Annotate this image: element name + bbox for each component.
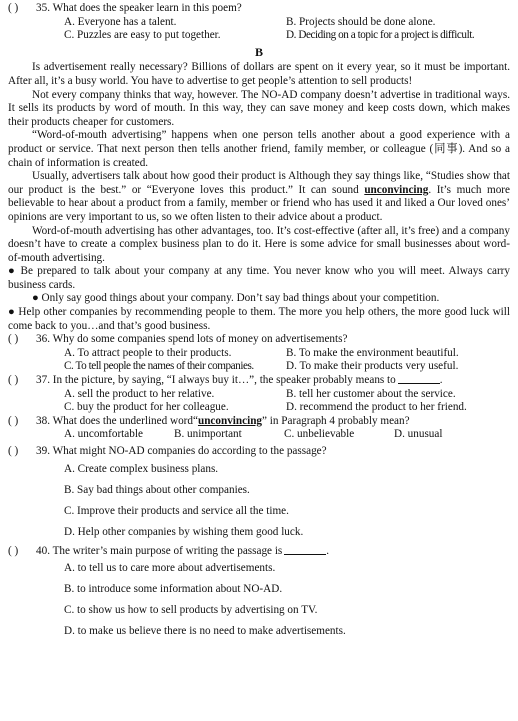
underlined-word: unconvincing	[364, 183, 429, 196]
question-35-options	[8, 16, 510, 43]
question-36-options	[8, 347, 510, 374]
option-c: C. To tell people the names of their companies.	[64, 360, 254, 373]
passage-paragraph-4	[8, 170, 510, 224]
option-d: D. recommend the product to her friend.	[286, 401, 467, 414]
option-b: B. to introduce some information about NO-AD.	[64, 583, 283, 596]
question-stem: 35. What does the speaker learn in this poem?	[36, 2, 242, 14]
answer-blank[interactable]	[398, 374, 440, 384]
answer-bracket[interactable]: ( )	[8, 374, 19, 387]
question-35	[8, 2, 510, 16]
option-c: C. Puzzles are easy to put together.	[64, 29, 221, 42]
question-38	[8, 415, 510, 429]
question-39	[8, 445, 510, 459]
question-36	[8, 333, 510, 347]
answer-bracket[interactable]: ( )	[8, 2, 19, 14]
question-stem: 37. In the picture, by saying, “I always buy it…”, the speaker probably means to	[36, 374, 396, 387]
passage-paragraph-1: Is advertisement really necessary? Billions of dollars are spent on it every year, so it must be important. After all, it’s a busy world. You have to advertise to get people’s attention to sell products!	[8, 61, 510, 87]
option-d: D. To make their products very useful.	[286, 360, 459, 373]
advice-bullet-2: ● Only say good things about your company. Don’t say bad things about your competition.	[32, 292, 440, 305]
answer-bracket[interactable]: ( )	[8, 414, 19, 427]
option-b: B. Say bad things about other companies.	[64, 483, 250, 496]
option-a: A. To attract people to their products.	[64, 346, 232, 359]
passage-paragraph-2: Not every company thinks that way, however. The NO-AD company doesn’t advertise in traditional ways. It sells its products by word of mouth. In this way, they can save money and keep costs down, which makes their products cheaper for customers.	[8, 88, 510, 128]
option-a: A. Everyone has a talent.	[64, 15, 177, 28]
option-a: A. sell the product to her relative.	[64, 387, 215, 400]
option-a: A. uncomfortable	[64, 428, 143, 441]
question-40-options	[8, 558, 510, 642]
option-c: C. to show us how to sell products by advertising on TV.	[64, 604, 318, 617]
question-40: ( ) 40. The writer’s main purpose of writing the passage is .	[8, 544, 330, 557]
option-c: C. buy the product for her colleague.	[64, 401, 229, 414]
stem-text-b: ” in Paragraph 4 probably mean?	[262, 414, 410, 427]
question-stem: 39. What might NO-AD companies do according to the passage?	[36, 445, 327, 457]
answer-bracket[interactable]: ( )	[8, 544, 19, 557]
option-b: B. To make the environment beautiful.	[286, 346, 459, 359]
question-stem	[36, 415, 410, 429]
option-a: A. to tell us to care more about advertisements.	[64, 562, 276, 575]
question-38-options	[8, 428, 510, 442]
stem-text-a: 38. What does the underlined word“	[36, 414, 198, 427]
option-d: D. to make us believe there is no need to make advertisements.	[64, 625, 346, 638]
passage-paragraph-5: Word-of-mouth advertising has other advantages, too. It’s cost-effective (after all, it’s free) and a company doesn’t have to create a complex business plan to do it. Here is some advice for small businesses about word-of-mouth advertising.	[8, 224, 510, 264]
section-label: B	[254, 44, 263, 59]
option-d: D. unusual	[394, 428, 443, 441]
passage-paragraph-3: “Word-of-mouth advertising” happens when one person tells another about a good experience with a product or service. That next person then tells another friend, family member, or colleague (同事). And so a chain of information is created.	[8, 129, 510, 169]
question-stem: 36. Why do some companies spend lots of money on advertisements?	[36, 333, 348, 346]
option-d: D. Deciding on a topic for a project is difficult.	[286, 29, 475, 42]
question-37: ( ) 37. In the picture, by saying, “I always buy it…”, the speaker probably means to .	[8, 374, 443, 387]
option-a: A. Create complex business plans.	[64, 462, 219, 475]
answer-blank[interactable]	[284, 545, 326, 555]
option-c: C. Improve their products and service all the time.	[64, 504, 289, 517]
option-d: D. Help other companies by wishing them good luck.	[64, 525, 304, 538]
option-b: B. unimportant	[174, 428, 242, 441]
option-c: C. unbelievable	[284, 428, 355, 441]
answer-bracket[interactable]: ( )	[8, 333, 19, 346]
question-39-options	[8, 459, 510, 543]
advice-bullet-3: ● Help other companies by recommending people to them. The more you help others, the more good luck will come back to you…and that’s good business.	[8, 306, 510, 332]
question-stem: 40. The writer’s main purpose of writing the passage is	[36, 544, 283, 557]
answer-bracket[interactable]: ( )	[8, 445, 19, 457]
paragraph-4-text-b: . It’s much more believable to hear about a product from a family, member or friend who has used it and liked a Our loved ones’ opinions are very important to us, so we often listen to their advice about a product.	[8, 183, 510, 223]
option-b: B. Projects should be done alone.	[286, 15, 436, 28]
option-b: B. tell her customer about the service.	[286, 387, 456, 400]
paragraph-4-text-a: Usually, advertisers talk about how good their product is Although they say things like, “Studies show that our product is the best.” or “Everyone loves this product.” It can sound	[8, 170, 510, 196]
question-37-options	[8, 388, 510, 415]
advice-bullet-1: ● Be prepared to talk about your company at any time. You never know who you will meet. Always carry business cards.	[8, 265, 510, 291]
underlined-word: unconvincing	[197, 414, 263, 427]
